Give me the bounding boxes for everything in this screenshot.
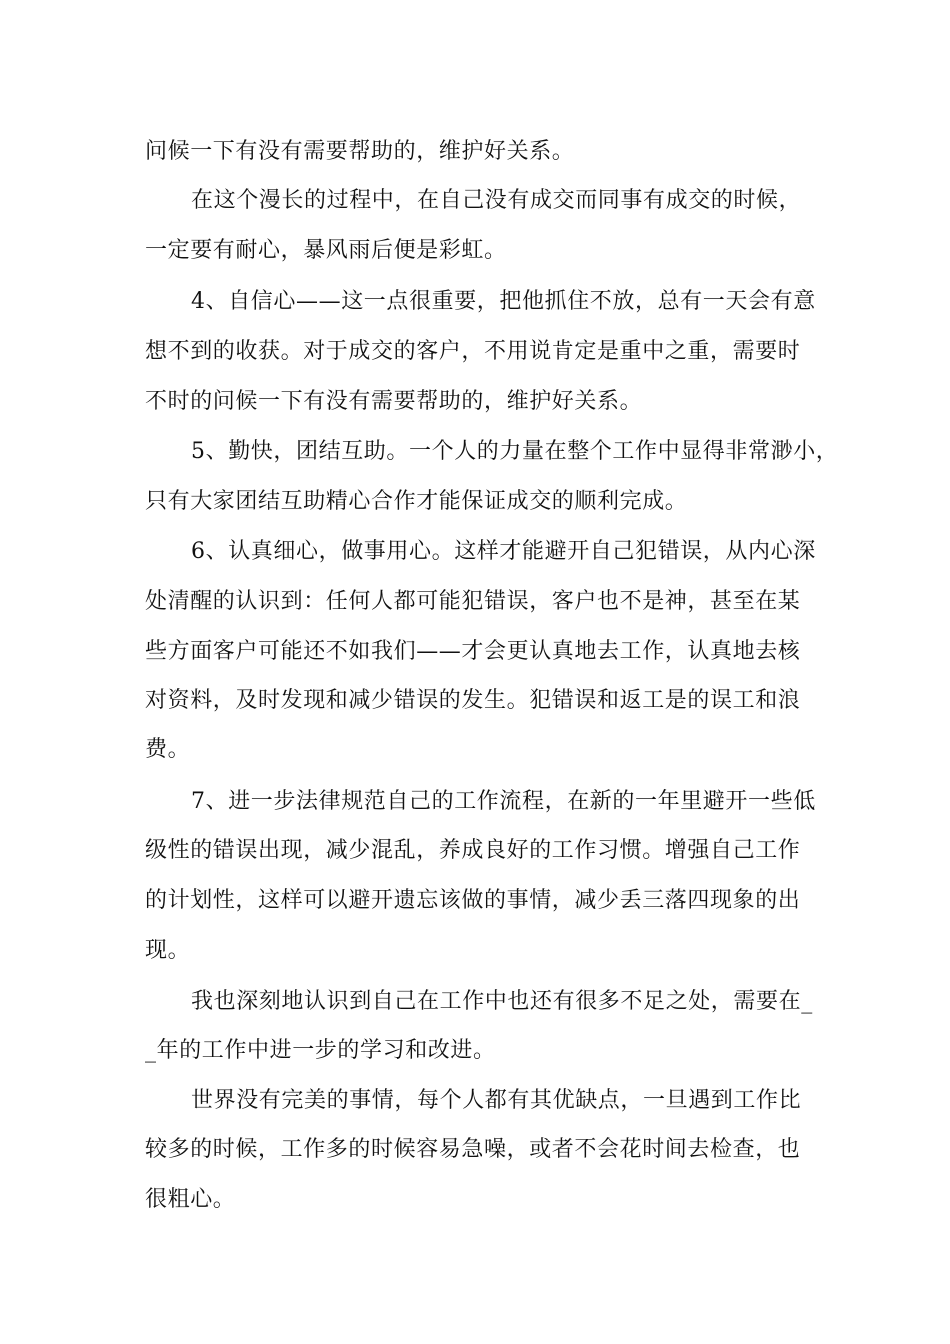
- text-line: 较多的时候，工作多的时候容易急噪，或者不会花时间去检查，也: [145, 1137, 801, 1162]
- paragraph-start-line: 6、认真细心，做事用心。这样才能避开自己犯错误，从内心深: [191, 539, 816, 564]
- text-line: 一定要有耐心，暴风雨后便是彩虹。: [145, 238, 507, 263]
- paragraph-start-line: 5、勤快，团结互助。一个人的力量在整个工作中显得非常渺小，: [191, 439, 839, 464]
- text-line: 现。: [145, 938, 191, 963]
- text-line: 很粗心。: [145, 1187, 236, 1212]
- text-line: 级性的错误出现，减少混乱，养成良好的工作习惯。增强自己工作: [145, 838, 801, 863]
- text-line: 处清醒的认识到：任何人都可能犯错误，客户也不是神，甚至在某: [145, 589, 801, 614]
- text-line: 只有大家团结互助精心合作才能保证成交的顺利完成。: [145, 489, 688, 514]
- paragraph-start-line: 在这个漫长的过程中，在自己没有成交而同事有成交的时候，: [191, 188, 802, 213]
- text-line: 想不到的收获。对于成交的客户，不用说肯定是重中之重，需要时: [145, 339, 801, 364]
- text-line: 的计划性，这样可以避开遗忘该做的事情，减少丢三落四现象的出: [145, 888, 801, 913]
- text-line: 对资料，及时发现和减少错误的发生。犯错误和返工是的误工和浪: [145, 688, 801, 713]
- paragraph-start-line: 4、自信心——这一点很重要，把他抓住不放，总有一天会有意: [191, 289, 816, 314]
- text-line: _年的工作中进一步的学习和改进。: [145, 1038, 496, 1063]
- paragraph-start-line: 我也深刻地认识到自己在工作中也还有很多不足之处，需要在_: [191, 989, 813, 1014]
- text-line: 问候一下有没有需要帮助的，维护好关系。: [145, 139, 575, 164]
- text-line: 费。: [145, 737, 191, 762]
- text-line: 不时的问候一下有没有需要帮助的，维护好关系。: [145, 389, 643, 414]
- text-line: 些方面客户可能还不如我们——才会更认真地去工作，认真地去核: [145, 639, 801, 664]
- paragraph-start-line: 7、进一步法律规范自己的工作流程，在新的一年里避开一些低: [191, 789, 816, 814]
- paragraph-start-line: 世界没有完美的事情，每个人都有其优缺点，一旦遇到工作比: [191, 1088, 802, 1113]
